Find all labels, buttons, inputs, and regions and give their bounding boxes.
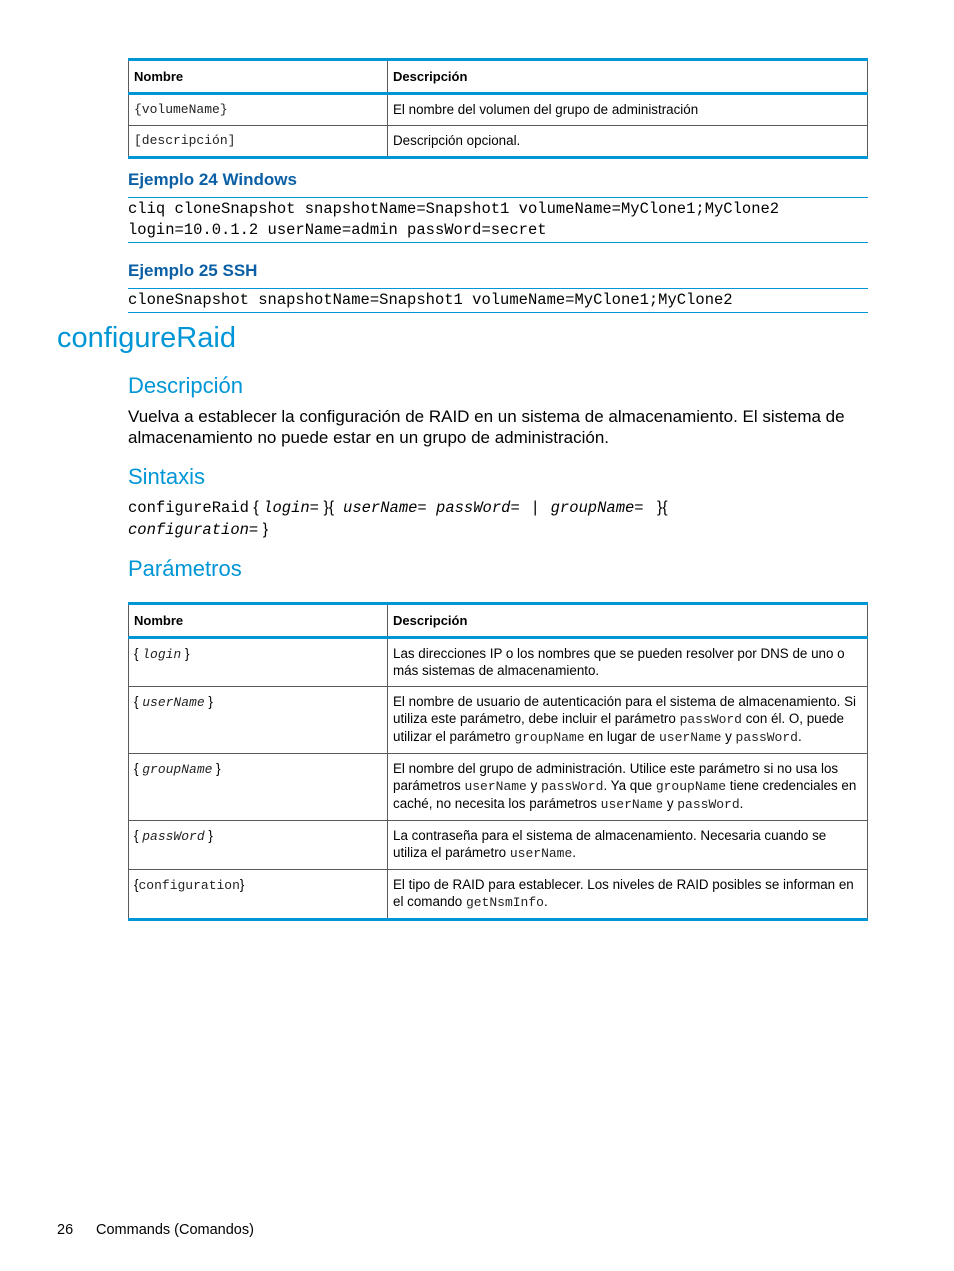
syntax-brace: }{ bbox=[323, 499, 335, 516]
code-ref: passWord bbox=[541, 779, 604, 794]
code-ref: userName bbox=[509, 846, 573, 861]
description-heading: Descripción bbox=[128, 373, 243, 398]
table-row bbox=[129, 870, 868, 920]
table-row bbox=[129, 821, 868, 870]
syntax-groupname: groupName= bbox=[550, 499, 644, 517]
header-descripcion: Descripción bbox=[388, 604, 868, 638]
header-descripcion: Descripción bbox=[388, 60, 868, 94]
param-login: login bbox=[142, 647, 182, 662]
code-ref: passWord bbox=[679, 712, 742, 727]
param-description bbox=[388, 687, 868, 754]
desc-text: . bbox=[543, 894, 548, 909]
parameters-table bbox=[128, 602, 868, 921]
code-ref: getNsmInfo bbox=[465, 895, 544, 910]
desc-text: y bbox=[526, 778, 542, 793]
desc-text: La contraseña para el sistema de almacenamiento. Necesaria cuando se utiliza el parámetro bbox=[393, 828, 827, 860]
syntax-configuration: configuration= bbox=[128, 521, 259, 539]
param-name-login bbox=[129, 638, 388, 687]
table-row bbox=[129, 126, 868, 158]
desc-text: El nombre de usuario de autenticación para el sistema de almacenamiento. Si utiliza este parámetro, debe incluir el parámetro bbox=[393, 694, 856, 726]
desc-text: tiene credenciales en caché, no necesita los parámetros bbox=[393, 778, 857, 811]
brace: { bbox=[134, 694, 139, 709]
brace: } bbox=[239, 877, 245, 892]
syntax-brace: { bbox=[253, 499, 259, 516]
brace: } bbox=[208, 694, 213, 709]
code-ref: userName bbox=[464, 779, 527, 794]
param-groupname: groupName bbox=[142, 762, 213, 777]
example-25-title: Ejemplo 25 SSH bbox=[128, 261, 258, 280]
desc-text: y bbox=[663, 796, 678, 811]
brace: } bbox=[208, 828, 213, 843]
param-description: Descripción opcional. bbox=[388, 126, 868, 158]
example-25-code: cloneSnapshot snapshotName=Snapshot1 volumeName=MyClone1;MyClone2 bbox=[128, 288, 868, 313]
table-row bbox=[129, 94, 868, 126]
brace: { bbox=[134, 761, 139, 776]
syntax-login: login= bbox=[263, 499, 319, 517]
code-ref: groupName bbox=[655, 779, 727, 794]
top-parameter-table bbox=[128, 58, 868, 159]
param-name: [descripción] bbox=[129, 126, 388, 158]
section-title: configureRaid bbox=[57, 322, 236, 354]
syntax-brace: } bbox=[262, 521, 269, 538]
param-configuration: configuration bbox=[138, 878, 240, 893]
desc-text: . Ya que bbox=[603, 778, 656, 793]
syntax-username-password: userName= passWord= bbox=[343, 499, 520, 517]
brace: { bbox=[134, 877, 139, 892]
param-password: passWord bbox=[142, 829, 205, 844]
desc-text: . bbox=[739, 796, 744, 811]
brace: } bbox=[216, 761, 221, 776]
syntax-heading: Sintaxis bbox=[128, 464, 206, 489]
syntax-pipe: | bbox=[533, 499, 538, 516]
table-header-row bbox=[129, 60, 868, 94]
header-nombre: Nombre bbox=[129, 60, 388, 94]
syntax-command: configureRaid bbox=[128, 499, 249, 517]
desc-text: en lugar de bbox=[584, 729, 659, 744]
param-name-configuration bbox=[129, 870, 388, 920]
page-number: 26 bbox=[57, 1222, 74, 1238]
param-name-username bbox=[129, 687, 388, 754]
table-header-row bbox=[129, 604, 868, 638]
desc-text: y bbox=[721, 729, 736, 744]
example-24-code: cliq cloneSnapshot snapshotName=Snapshot1 volumeName=MyClone1;MyClone2 login=10.0.1.2 userName=admin passWord=secret bbox=[128, 197, 868, 243]
desc-text: con él. O, puede utilizar el parámetro bbox=[393, 711, 844, 744]
header-nombre: Nombre bbox=[129, 604, 388, 638]
code-ref: userName bbox=[600, 797, 664, 812]
syntax-brace: }{ bbox=[656, 499, 668, 516]
code-ref: userName bbox=[658, 730, 722, 745]
table-row bbox=[129, 754, 868, 821]
desc-text: . bbox=[797, 729, 802, 744]
desc-text: El tipo de RAID para establecer. Los niveles de RAID posibles se informan en el comando bbox=[393, 877, 854, 909]
brace: } bbox=[184, 646, 190, 661]
param-username: userName bbox=[142, 695, 205, 710]
brace: { bbox=[134, 646, 139, 661]
brace: { bbox=[134, 828, 139, 843]
parameters-heading: Parámetros bbox=[128, 556, 242, 581]
code-ref: groupName bbox=[514, 730, 585, 745]
syntax-line bbox=[128, 497, 868, 541]
param-description bbox=[388, 870, 868, 920]
param-name: {volumeName} bbox=[129, 94, 388, 126]
footer-text: Commands (Comandos) bbox=[96, 1222, 254, 1238]
desc-text: . bbox=[572, 845, 577, 860]
description-text: Vuelva a establecer la configuración de RAID en un sistema de almacenamiento. El sistema de almacenamiento no puede estar en un grupo de administración. bbox=[128, 407, 845, 447]
example-24-title: Ejemplo 24 Windows bbox=[128, 170, 297, 189]
param-description: Las direcciones IP o los nombres que se pueden resolver por DNS de uno o más sistemas de almacenamiento. bbox=[388, 638, 868, 687]
param-description bbox=[388, 821, 868, 870]
code-ref: passWord bbox=[735, 730, 798, 745]
param-name-groupname bbox=[129, 754, 388, 821]
table-row bbox=[129, 638, 868, 687]
param-name-password bbox=[129, 821, 388, 870]
table-row bbox=[129, 687, 868, 754]
code-ref: passWord bbox=[677, 797, 740, 812]
param-description bbox=[388, 754, 868, 821]
desc-text: El nombre del grupo de administración. Utilice este parámetro si no usa los parámetros bbox=[393, 761, 839, 793]
param-description: El nombre del volumen del grupo de administración bbox=[388, 94, 868, 126]
